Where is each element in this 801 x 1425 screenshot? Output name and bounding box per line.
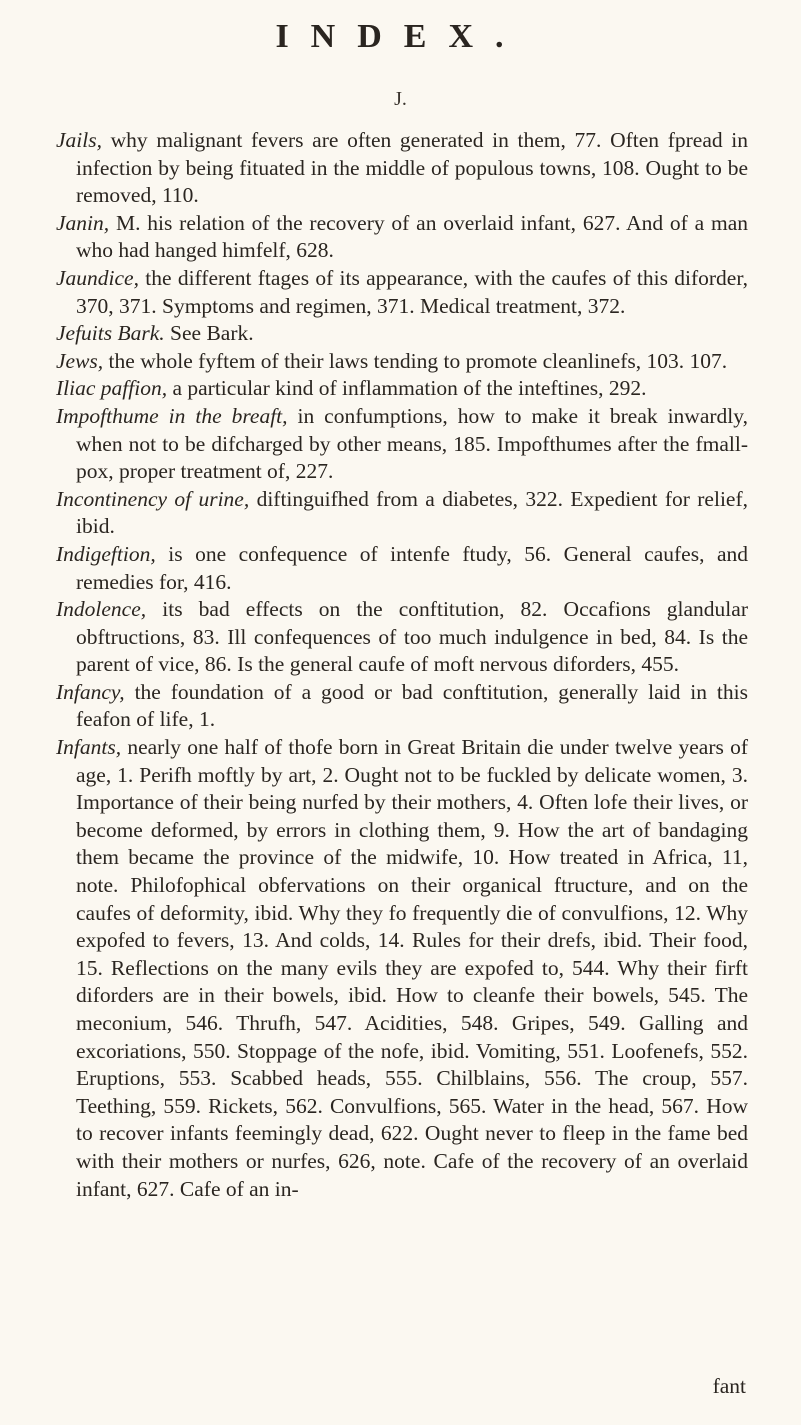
index-entry-jesuits-bark bbox=[56, 320, 748, 348]
catchword: fant bbox=[712, 1374, 746, 1398]
index-entry-imposthume bbox=[56, 403, 748, 486]
entry-text: a particular kind of inflammation of the inteftines, 292. bbox=[167, 376, 647, 401]
entry-heading: Incontinency of urine, bbox=[56, 486, 250, 511]
entry-heading: Infants, bbox=[56, 735, 122, 760]
entry-heading: Jaundice, bbox=[56, 265, 139, 290]
index-entry-incontinency bbox=[56, 486, 748, 541]
section-letter: J. bbox=[394, 88, 407, 110]
index-entry-jews bbox=[56, 348, 748, 376]
index-entry-indolence bbox=[56, 596, 748, 679]
index-entry-infancy bbox=[56, 679, 748, 734]
entry-text: its bad effects on the conftitution, 82. Occafions glandular obftructions, 83. Ill confequences of too much indulgence in bed, 84. Is the parent of vice, 86. Is the general caufe of moft nervous diforders, 455. bbox=[76, 597, 748, 677]
entry-heading: Jails, bbox=[56, 128, 102, 152]
entry-text: See Bark. bbox=[164, 321, 254, 346]
index-entry-indigestion bbox=[56, 541, 748, 596]
entry-heading: Indigeftion, bbox=[56, 541, 156, 566]
entry-text: the whole fyftem of their laws tending to promote cleanlinefs, 103. 107. bbox=[103, 348, 728, 373]
index-entries bbox=[56, 127, 748, 1203]
entry-text: the foundation of a good or bad conftitution, generally laid in this feafon of life, 1. bbox=[76, 679, 748, 732]
index-entry-jails bbox=[56, 127, 748, 210]
index-entry-jaundice bbox=[56, 265, 748, 320]
entry-text: is one confequence of intenfe ftudy, 56. General caufes, and remedies for, 416. bbox=[76, 541, 748, 594]
entry-heading: Janin, bbox=[56, 210, 110, 235]
index-entry-infants bbox=[56, 734, 748, 1203]
entry-heading: Impofthume in the breaft, bbox=[56, 403, 288, 428]
entry-text: the different ftages of its appearance, with the caufes of this diforder, 370, 371. Symptoms and regimen, 371. Medical treatment, 372. bbox=[76, 265, 748, 318]
entry-heading: Infancy, bbox=[56, 679, 125, 704]
entry-text: nearly one half of thofe born in Great Britain die under twelve years of age, 1. Perifh moftly by art, 2. Ought not to be fuckled by delicate women, 3. Importance of their being nurfed by their mothers, 4. Often lofe their lives, or become deformed, by errors in clothing them, 9. How the art of bandaging them became the province of the midwife, 10. How treated in Africa, 11, note. Philofophical obfervations on their organical ftructure, and on the caufes of deformity, ibid. Why they fo frequently die of convulfions, 12. Why expofed to fevers, 13. And colds, 14. Rules for their drefs, ibid. Their food, 15. Reflections on the many evils they are expofed to, 544. Why their firft diforders are in their bowels, ibid. How to cleanfe their bowels, 545. The meconium, 546. Thrufh, 547. Acidities, 548. Gripes, 549. Galling and excoriations, 550. Stoppage of the nofe, ibid. Vomiting, 551. Loofenefs, 552. Eruptions, 553. Scabbed heads, 555. Chilblains, 556. The croup, 557. Teething, 559. Rickets, 562. Convulfions, 565. Water in the head, 567. How to recover infants feemingly dead, 622. Ought never to fleep in the fame bed with their mothers or nurfes, 626, note. Cafe of the recovery of an overlaid infant, 627. Cafe of an in- bbox=[76, 735, 748, 1201]
entry-heading: Jefuits Bark. bbox=[56, 321, 165, 346]
running-head: INDEX. bbox=[275, 18, 526, 55]
entry-heading: Iliac paffion, bbox=[56, 376, 168, 401]
entry-heading: Indolence, bbox=[56, 597, 147, 622]
entry-heading: Jews, bbox=[56, 348, 104, 373]
entry-text: diftinguifhed from a diabetes, 322. Expedient for relief, ibid. bbox=[76, 486, 749, 539]
index-entry-iliac-passion bbox=[56, 375, 748, 403]
entry-text: why malignant fevers are often generated in them, 77. Often fpread in infection by being fituated in the middle of populous towns, 108. Ought to be removed, 110. bbox=[76, 128, 748, 208]
entry-text: in confumptions, how to make it break inwardly, when not to be difcharged by other means, 185. Impofthumes after the fmall-pox, proper treatment of, 227. bbox=[76, 403, 748, 484]
index-entry-janin bbox=[56, 210, 748, 265]
entry-text: M. his relation of the recovery of an overlaid infant, 627. And of a man who had hanged himfelf, 628. bbox=[76, 210, 748, 263]
